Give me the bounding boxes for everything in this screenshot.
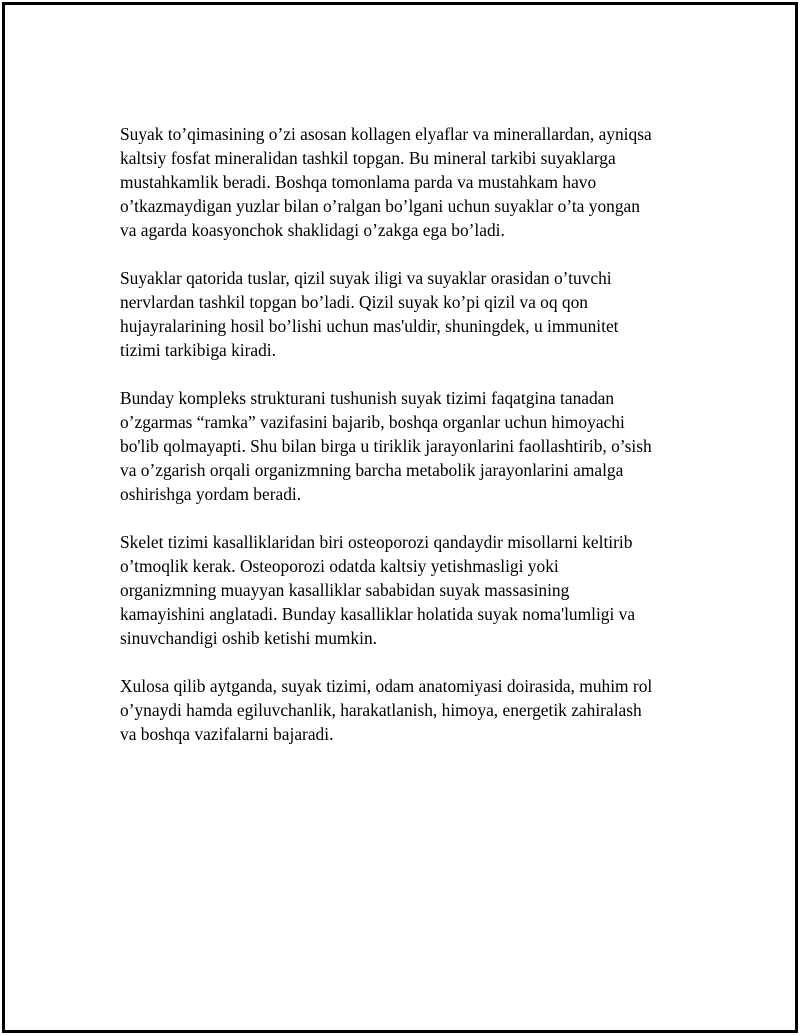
- text-line: tizimi tarkibiga kiradi.: [120, 340, 276, 360]
- text-line: Xulosa qilib aytganda, suyak tizimi, odam anatomiyasi doirasida, muhim rol: [120, 676, 653, 696]
- text-line: oshirishga yordam beradi.: [120, 484, 302, 504]
- text-line: o’ynaydi hamda egiluvchanlik, harakatlanish, himoya, energetik zahiralash: [120, 700, 642, 720]
- paragraph-2: [120, 266, 700, 362]
- text-line: bo'lib qolmayapti. Shu bilan birga u tiriklik jarayonlarini faollashtirib, o’sish: [120, 436, 652, 456]
- paragraph-3: [120, 386, 700, 506]
- text-line: o’tkazmaydigan yuzlar bilan o’ralgan bo’lgani uchun suyaklar o’ta yongan: [120, 196, 640, 216]
- text-line: kaltsiy fosfat mineralidan tashkil topgan. Bu mineral tarkibi suyaklarga: [120, 148, 616, 168]
- text-line: hujayralarining hosil bo’lishi uchun mas'uldir, shuningdek, u immunitet: [120, 316, 619, 336]
- text-line: Skelet tizimi kasalliklaridan biri osteoporozi qandaydir misollarni keltirib: [120, 532, 633, 552]
- text-line: Bunday kompleks strukturani tushunish suyak tizimi faqatgina tanadan: [120, 388, 615, 408]
- document-body: [120, 122, 700, 770]
- paragraph-1: [120, 122, 700, 242]
- text-line: organizmning muayyan kasalliklar sababidan suyak massasining: [120, 580, 570, 600]
- page-frame: [2, 2, 798, 1033]
- text-line: va boshqa vazifalarni bajaradi.: [120, 724, 334, 744]
- text-line: nervlardan tashkil topgan bo’ladi. Qizil suyak ko’pi qizil va oq qon: [120, 292, 588, 312]
- text-line: va agarda koasyonchok shaklidagi o’zakga ega bo’ladi.: [120, 220, 505, 240]
- paragraph-5: [120, 674, 700, 746]
- text-line: Suyak to’qimasining o’zi asosan kollagen elyaflar va minerallardan, ayniqsa: [120, 124, 652, 144]
- paragraph-4: [120, 530, 700, 650]
- text-line: Suyaklar qatorida tuslar, qizil suyak iligi va suyaklar orasidan o’tuvchi: [120, 268, 612, 288]
- text-line: o’zgarmas “ramka” vazifasini bajarib, boshqa organlar uchun himoyachi: [120, 412, 625, 432]
- text-line: va o’zgarish orqali organizmning barcha metabolik jarayonlarini amalga: [120, 460, 624, 480]
- text-line: o’tmoqlik kerak. Osteoporozi odatda kaltsiy yetishmasligi yoki: [120, 556, 559, 576]
- text-line: kamayishini anglatadi. Bunday kasalliklar holatida suyak noma'lumligi va: [120, 604, 636, 624]
- text-line: mustahkamlik beradi. Boshqa tomonlama parda va mustahkam havo: [120, 172, 597, 192]
- text-line: sinuvchandigi oshib ketishi mumkin.: [120, 628, 377, 648]
